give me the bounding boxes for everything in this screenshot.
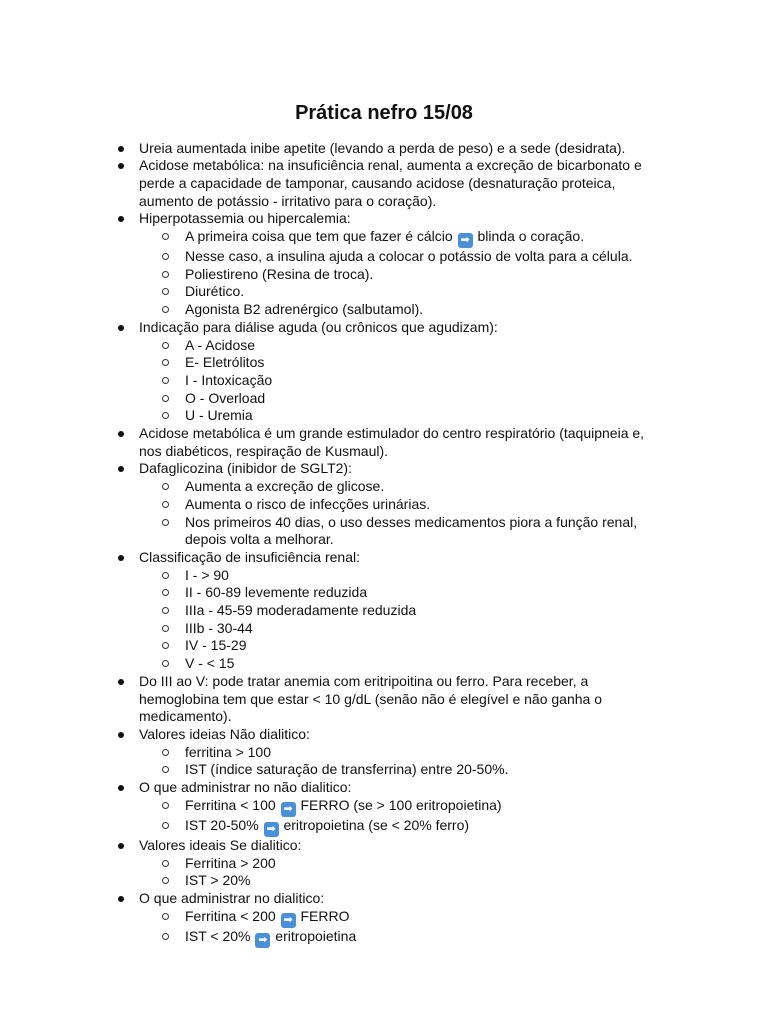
list-item-text: O que administrar no dialitico: xyxy=(139,889,325,906)
sub-list-item xyxy=(139,283,658,301)
sub-list-item xyxy=(139,637,658,655)
list-item xyxy=(118,210,658,319)
sub-item-text: IST > 20% xyxy=(185,872,251,889)
list-item xyxy=(118,726,658,779)
sub-list xyxy=(139,797,658,837)
sub-list-item xyxy=(139,872,658,890)
sub-item-text: FERRO xyxy=(300,907,350,924)
sub-list-item xyxy=(139,655,658,673)
list-item-text: Ureia aumentada inibe apetite (levando a perda de peso) e a sede (desidrata). xyxy=(139,139,626,156)
list-item-text: O que administrar no não dialitico: xyxy=(139,779,352,796)
list-item-text: Classificação de insuficiência renal: xyxy=(139,548,360,565)
sub-item-text: eritropoietina xyxy=(275,927,357,944)
sub-list xyxy=(139,744,658,779)
sub-item-text: U - Uremia xyxy=(185,407,253,424)
sub-item-text: Diurético. xyxy=(185,283,245,300)
sub-item-text: Aumenta o risco de infecções urinárias. xyxy=(185,495,431,512)
sub-list xyxy=(139,337,658,426)
sub-item-text: I - > 90 xyxy=(185,566,229,583)
sub-list-item xyxy=(139,496,658,514)
sub-list-item xyxy=(139,390,658,408)
list-item xyxy=(118,673,658,726)
list-item-text: Do III ao V: pode tratar anemia com eritripoitina ou ferro. Para receber, a hemoglobina tem que estar < 10 g/dL (senão não é elegível e não ganha o medicamento). xyxy=(139,672,602,725)
sub-item-text: E- Eletrólitos xyxy=(185,354,265,371)
sub-item-text: I - Intoxicação xyxy=(185,371,273,388)
list-item-text: Acidose metabólica é um grande estimulador do centro respiratório (taquipneia e, nos diabéticos, respiração de Kusmaul). xyxy=(139,425,645,459)
sub-item-text: Nos primeiros 40 dias, o uso desses medicamentos piora a função renal, depois volta a melhorar. xyxy=(185,513,638,548)
list-item-text: Indicação para diálise aguda (ou crônicos que agudizam): xyxy=(139,318,498,335)
sub-list-item xyxy=(139,407,658,425)
sub-item-text: II - 60-89 levemente reduzida xyxy=(185,584,368,601)
list-item xyxy=(118,779,658,837)
sub-list-item xyxy=(139,602,658,620)
list-item-text: Hiperpotassemia ou hipercalemia: xyxy=(139,210,351,227)
sub-list-item xyxy=(139,744,658,762)
sub-list-item xyxy=(139,266,658,284)
list-item xyxy=(118,549,658,673)
sub-item-text: O - Overload xyxy=(185,389,266,406)
arrow-right-icon: ➡ xyxy=(458,233,473,248)
sub-list xyxy=(139,228,658,319)
sub-list-item xyxy=(139,620,658,638)
sub-item-text: ferritina > 100 xyxy=(185,743,271,760)
sub-list-item xyxy=(139,567,658,585)
list-item-text: Dafaglicozina (inibidor de SGLT2): xyxy=(139,460,352,477)
sub-list xyxy=(139,855,658,890)
sub-list-item xyxy=(139,337,658,355)
sub-list-item xyxy=(139,478,658,496)
sub-item-text: Ferritina < 200 xyxy=(185,907,276,924)
sub-list xyxy=(139,567,658,673)
sub-list-item xyxy=(139,797,658,817)
sub-list-item xyxy=(139,855,658,873)
list-item xyxy=(118,140,658,158)
list-item-text: Acidose metabólica: na insuficiência renal, aumenta a excreção de bicarbonato e perde a capacidade de tamponar, causando acidose (desnaturação proteica, aumento de potássio - irritativo para o coração). xyxy=(139,157,642,209)
list-item xyxy=(118,890,658,948)
sub-list-item xyxy=(139,248,658,266)
sub-list xyxy=(139,478,658,549)
arrow-right-icon: ➡ xyxy=(264,822,279,837)
sub-list-item xyxy=(139,761,658,779)
sub-item-text: Aumenta a excreção de glicose. xyxy=(185,478,385,495)
sub-item-text: A - Acidose xyxy=(185,336,256,353)
sub-list-item xyxy=(139,228,658,248)
sub-list-item xyxy=(139,908,658,928)
list-item xyxy=(118,157,658,210)
arrow-right-icon: ➡ xyxy=(281,802,296,817)
sub-list-item xyxy=(139,301,658,319)
list-item xyxy=(118,460,658,549)
arrow-right-icon: ➡ xyxy=(281,913,296,928)
list-item-text: Valores ideais Se dialitico: xyxy=(139,836,302,853)
sub-list-item xyxy=(139,817,658,837)
list-item-text: Valores ideias Não dialitico: xyxy=(139,726,310,742)
list-item xyxy=(118,319,658,425)
sub-item-text: IIIb - 30-44 xyxy=(185,619,253,636)
page-title: Prática nefro 15/08 xyxy=(295,102,473,124)
sub-list-item xyxy=(139,354,658,372)
list-item xyxy=(118,425,658,460)
sub-item-text: eritropoietina (se < 20% ferro) xyxy=(283,816,470,833)
sub-item-text: Ferritina < 100 xyxy=(185,796,276,813)
sub-item-text: IIIa - 45-59 moderadamente reduzida xyxy=(185,602,417,619)
sub-list-item xyxy=(139,372,658,390)
arrow-right-icon: ➡ xyxy=(255,933,270,948)
sub-list-item xyxy=(139,928,658,948)
sub-list-item xyxy=(139,584,658,602)
sub-item-text: V - < 15 xyxy=(185,655,235,672)
sub-item-text: IST 20-50% xyxy=(185,816,259,833)
sub-list-item xyxy=(139,514,658,549)
sub-item-text: Nesse caso, a insulina ajuda a colocar o potássio de volta para a célula. xyxy=(185,248,633,265)
sub-item-text: FERRO (se > 100 eritropoietina) xyxy=(300,796,502,813)
sub-item-text: Poliestireno (Resina de troca). xyxy=(185,265,374,282)
sub-item-text: IV - 15-29 xyxy=(185,637,247,654)
sub-item-text: A primeira coisa que tem que fazer é cálcio xyxy=(185,228,453,245)
sub-item-text: Ferritina > 200 xyxy=(185,854,276,871)
sub-list xyxy=(139,908,658,948)
list-item xyxy=(118,837,658,890)
sub-item-text: Agonista B2 adrenérgico (salbutamol). xyxy=(185,301,424,318)
sub-item-text: IST (índice saturação de transferrina) entre 20-50%. xyxy=(185,761,509,778)
sub-item-text: blinda o coração. xyxy=(477,228,585,245)
bullet-list xyxy=(118,140,658,948)
sub-item-text: IST < 20% xyxy=(185,927,251,944)
